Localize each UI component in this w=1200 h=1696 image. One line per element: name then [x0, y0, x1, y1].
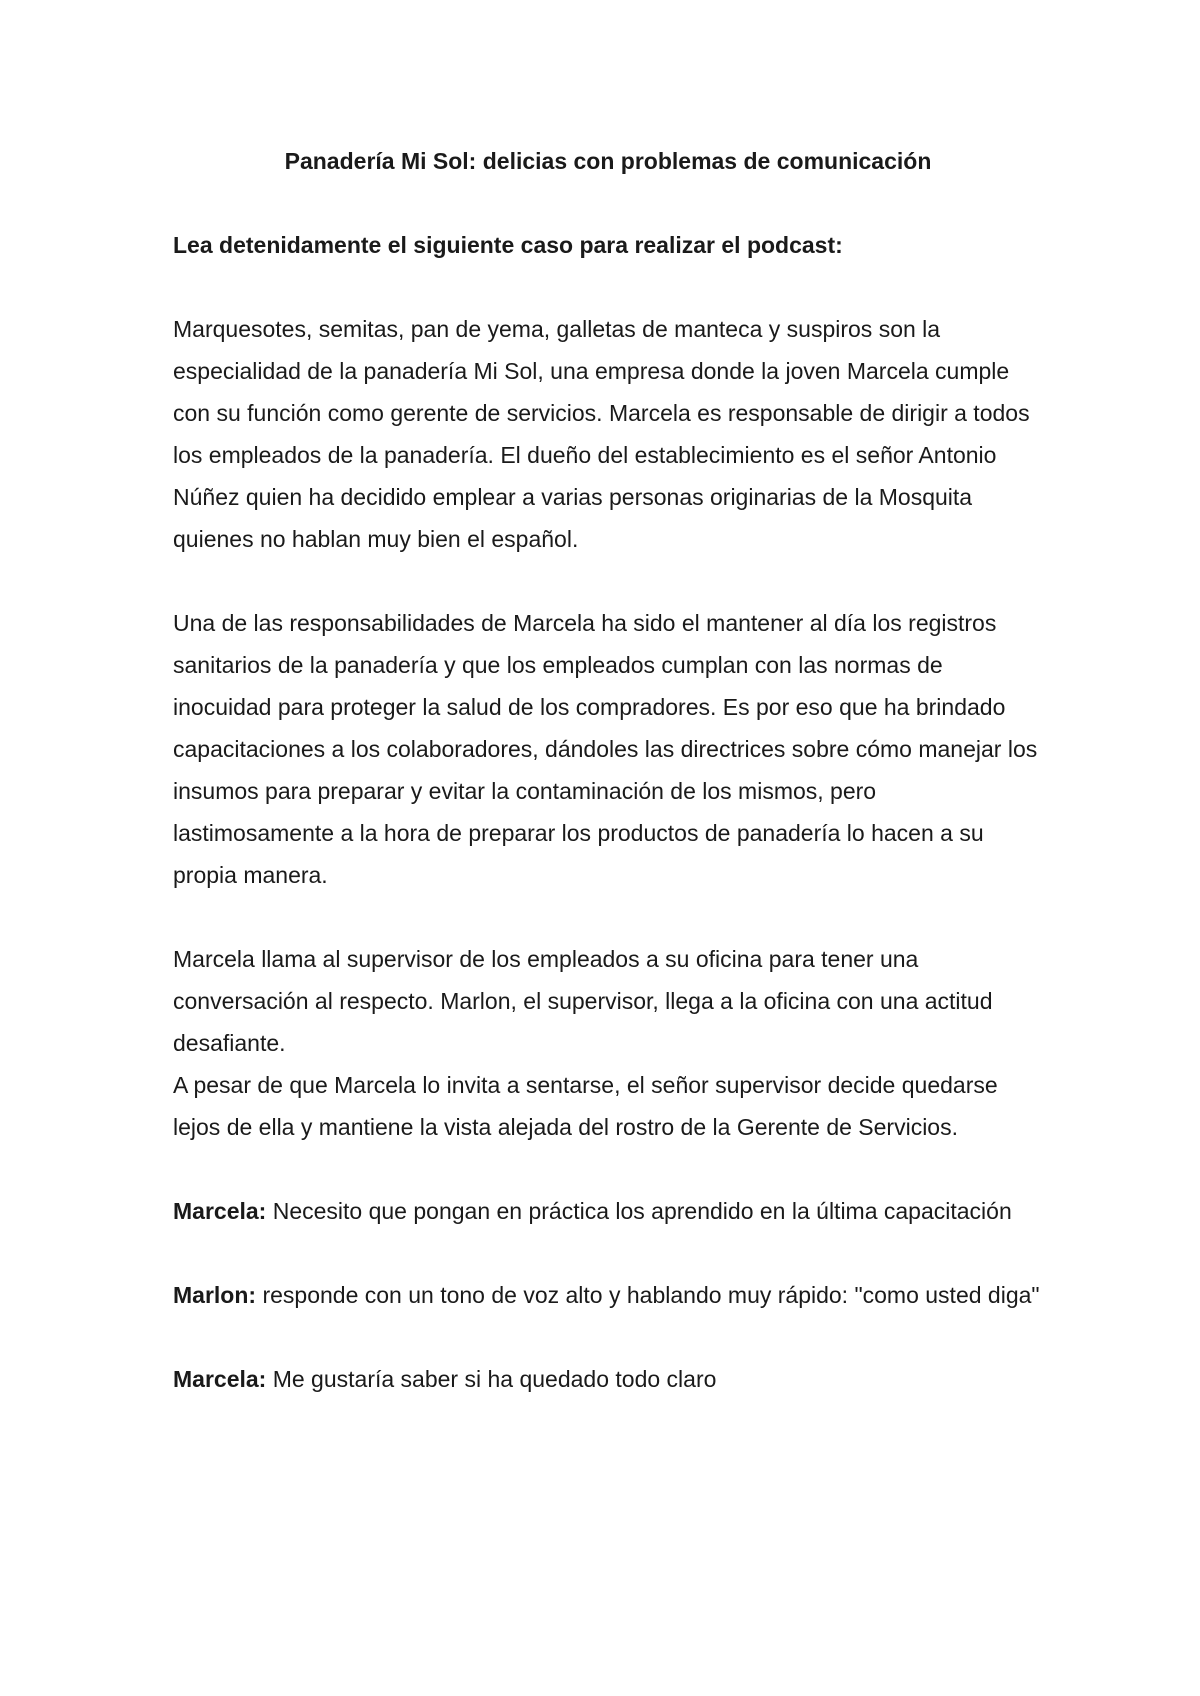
- instruction-heading: Lea detenidamente el siguiente caso para realizar el podcast:: [173, 232, 843, 258]
- dialogue-line: [173, 1358, 1043, 1400]
- dialogue-text: Necesito que pongan en práctica los aprendido en la última capacitación: [266, 1198, 1012, 1224]
- document-title: Panadería Mi Sol: delicias con problemas de comunicación: [284, 148, 932, 174]
- paragraph-attitude: A pesar de que Marcela lo invita a sentarse, el señor supervisor decide quedarse lejos de ella y mantiene la vista alejada del rostro de la Gerente de Servicios.: [173, 1072, 998, 1140]
- dialogue-text: responde con un tono de voz alto y hablando muy rápido: "como usted diga": [256, 1282, 1040, 1308]
- dialogue-speaker: Marcela:: [173, 1198, 267, 1224]
- paragraph-intro: Marquesotes, semitas, pan de yema, galletas de manteca y suspiros son la especialidad de la panadería Mi Sol, una empresa donde la joven Marcela cumple con su función como gerente de servicios. Marcela es responsable de dirigir a todos los empleados de la panadería. El dueño del establecimiento es el señor Antonio Núñez quien ha decidido emplear a varias personas originarias de la Mosquita quienes no hablan muy bien el español.: [173, 316, 1030, 552]
- dialogue-speaker: Marlon:: [173, 1282, 257, 1308]
- dialogue-line: [173, 1274, 1043, 1316]
- dialogue-text: Me gustaría saber si ha quedado todo claro: [266, 1366, 717, 1392]
- document-body: [173, 140, 1043, 1400]
- dialogue-line: [173, 1190, 1043, 1232]
- dialogue-speaker: Marcela:: [173, 1366, 267, 1392]
- paragraph-responsibilities: Una de las responsabilidades de Marcela ha sido el mantener al día los registros sanitarios de la panadería y que los empleados cumplan con las normas de inocuidad para proteger la salud de los compradores. Es por eso que ha brindado capacitaciones a los colaboradores, dándoles las directrices sobre cómo manejar los insumos para preparar y evitar la contaminación de los mismos, pero lastimosamente a la hora de preparar los productos de panadería lo hacen a su propia manera.: [173, 610, 1038, 888]
- paragraph-meeting: Marcela llama al supervisor de los empleados a su oficina para tener una conversación al respecto. Marlon, el supervisor, llega a la oficina con una actitud desafiante.: [173, 946, 993, 1056]
